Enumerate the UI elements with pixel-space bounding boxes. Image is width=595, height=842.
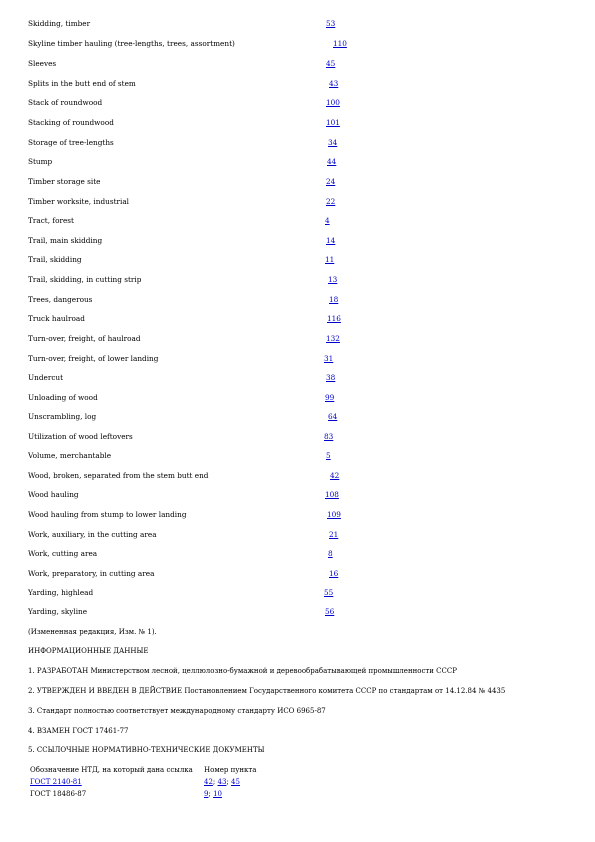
index-term: Stump [28,157,53,166]
index-entry [0,215,595,227]
index-term: Stack of roundwood [28,98,103,107]
info-item: 5. ССЫЛОЧНЫЕ НОРМАТИВНО-ТЕХНИЧЕСКИЕ ДОКУМЕНТЫ [28,746,265,754]
index-entry [0,450,595,462]
document-link[interactable]: ГОСТ 2140-81 [30,778,82,786]
info-item: 3. Стандарт полностью соответствует международному стандарту ИСО 6965-87 [28,707,326,715]
info-item: 4. ВЗАМЕН ГОСТ 17461-77 [28,727,129,735]
index-entry [0,392,595,404]
index-entry [0,235,595,247]
index-term: Skidding, timber [28,19,91,28]
index-page-link[interactable]: 83 [324,432,334,441]
index-page-link[interactable]: 56 [325,607,335,616]
index-term: Wood, broken, separated from the stem butt end [28,471,209,480]
index-term: Timber worksite, industrial [28,197,130,206]
index-page-link[interactable]: 108 [325,490,339,499]
index-page-link[interactable]: 31 [324,354,334,363]
info-item: 1. РАЗРАБОТАН Министерством лесной, целлюлозно-бумажной и деревообрабатывающей промышленности СССР [28,667,457,675]
index-page-link[interactable]: 13 [328,275,338,284]
index-term: Yarding, skyline [28,607,88,616]
index-entry [0,97,595,109]
index-entry [0,353,595,365]
index-entry [0,372,595,384]
index-term: Volume, merchantable [28,451,112,460]
item-separator: ; [226,778,232,786]
index-entry [0,489,595,501]
index-page-link[interactable]: 53 [326,19,336,28]
index-entry [0,606,595,618]
index-entry [0,176,595,188]
item-separator: ; [212,778,218,786]
index-entry [0,254,595,266]
index-page-link[interactable]: 43 [329,79,339,88]
index-page-link[interactable]: 11 [325,255,335,264]
index-entry [0,313,595,325]
index-page-link[interactable]: 18 [329,295,339,304]
item-number-list [204,776,240,788]
index-entry [0,568,595,580]
index-term: Wood hauling [28,490,79,499]
index-page-link[interactable]: 34 [328,138,338,147]
document-designation: ГОСТ 18486-87 [30,790,87,798]
index-entry [0,117,595,129]
column-header-item-number: Номер пункта [204,766,257,774]
index-term: Turn-over, freight, of lower landing [28,354,159,363]
index-term: Work, cutting area [28,549,98,558]
index-page-link[interactable]: 4 [325,216,330,225]
index-page-link[interactable]: 24 [326,177,336,186]
index-page-link[interactable]: 5 [326,451,331,460]
index-page-link[interactable]: 55 [324,588,334,597]
item-number-link[interactable]: 45 [231,778,240,786]
index-term: Storage of tree-lengths [28,138,114,147]
index-page-link[interactable]: 21 [329,530,339,539]
index-page-link[interactable]: 8 [328,549,333,558]
index-page-link[interactable]: 22 [326,197,336,206]
index-entry [0,137,595,149]
index-term: Timber storage site [28,177,101,186]
index-term: Undercut [28,373,64,382]
reference-table-row [30,776,310,788]
index-entry [0,78,595,90]
index-term: Unloading of wood [28,393,98,402]
index-page-link[interactable]: 132 [326,334,340,343]
index-page-link[interactable]: 38 [326,373,336,382]
column-header-document: Обозначение НТД, на который дана ссылка [30,766,193,774]
index-page-link[interactable]: 42 [330,471,340,480]
info-heading: ИНФОРМАЦИОННЫЕ ДАННЫЕ [28,647,149,655]
index-entry [0,548,595,560]
index-term: Sleeves [28,59,57,68]
index-term: Turn-over, freight, of haulroad [28,334,141,343]
index-term: Skyline timber hauling (tree-lengths, trees, assortment) [28,39,235,48]
index-entry [0,18,595,30]
item-number-list [204,788,222,800]
item-number-link[interactable]: 42 [204,778,213,786]
index-term: Unscrambling, log [28,412,97,421]
index-entry [0,587,595,599]
index-entry [0,333,595,345]
index-term: Truck haulroad [28,314,85,323]
index-term: Splits in the butt end of stem [28,79,136,88]
index-term: Tract, forest [28,216,74,225]
item-separator: ; [208,790,214,798]
index-entry [0,470,595,482]
index-entry [0,411,595,423]
index-term: Trail, skidding [28,255,82,264]
index-page-link[interactable]: 110 [333,39,347,48]
index-page-link[interactable]: 16 [329,569,339,578]
index-term: Trees, dangerous [28,295,93,304]
reference-table-row [30,788,310,800]
index-term: Work, auxiliary, in the cutting area [28,530,157,539]
index-page-link[interactable]: 109 [327,510,341,519]
index-page-link[interactable]: 14 [326,236,336,245]
index-term: Utilization of wood leftovers [28,432,133,441]
revision-note: (Измененная редакция, Изм. № 1). [28,628,157,636]
item-number-link[interactable]: 9 [204,790,209,798]
index-page-link[interactable]: 116 [327,314,341,323]
index-term: Trail, skidding, in cutting strip [28,275,142,284]
index-term: Wood hauling from stump to lower landing [28,510,187,519]
item-number-link[interactable]: 10 [213,790,222,798]
item-number-link[interactable]: 43 [217,778,227,786]
index-entry [0,38,595,50]
index-entry [0,294,595,306]
index-page-link[interactable]: 100 [326,98,340,107]
index-term: Trail, main skidding [28,236,103,245]
index-entry [0,274,595,286]
info-item: 2. УТВЕРЖДЕН И ВВЕДЕН В ДЕЙСТВИЕ Постановлением Государственного комитета СССР по стандартам от 14.12.84 № 4435 [28,687,506,695]
index-page-link[interactable]: 101 [326,118,340,127]
index-term: Work, preparatory, in cutting area [28,569,155,578]
index-page-link[interactable]: 99 [325,393,335,402]
index-entry [0,509,595,521]
reference-table-header [30,764,310,776]
index-entry [0,529,595,541]
index-entry [0,58,595,70]
index-page-link[interactable]: 44 [327,157,337,166]
index-page-link[interactable]: 45 [326,59,336,68]
index-term: Yarding, highlead [28,588,94,597]
index-term: Stacking of roundwood [28,118,114,127]
index-entry [0,156,595,168]
index-entry [0,431,595,443]
index-page-link[interactable]: 64 [328,412,338,421]
index-entry [0,196,595,208]
